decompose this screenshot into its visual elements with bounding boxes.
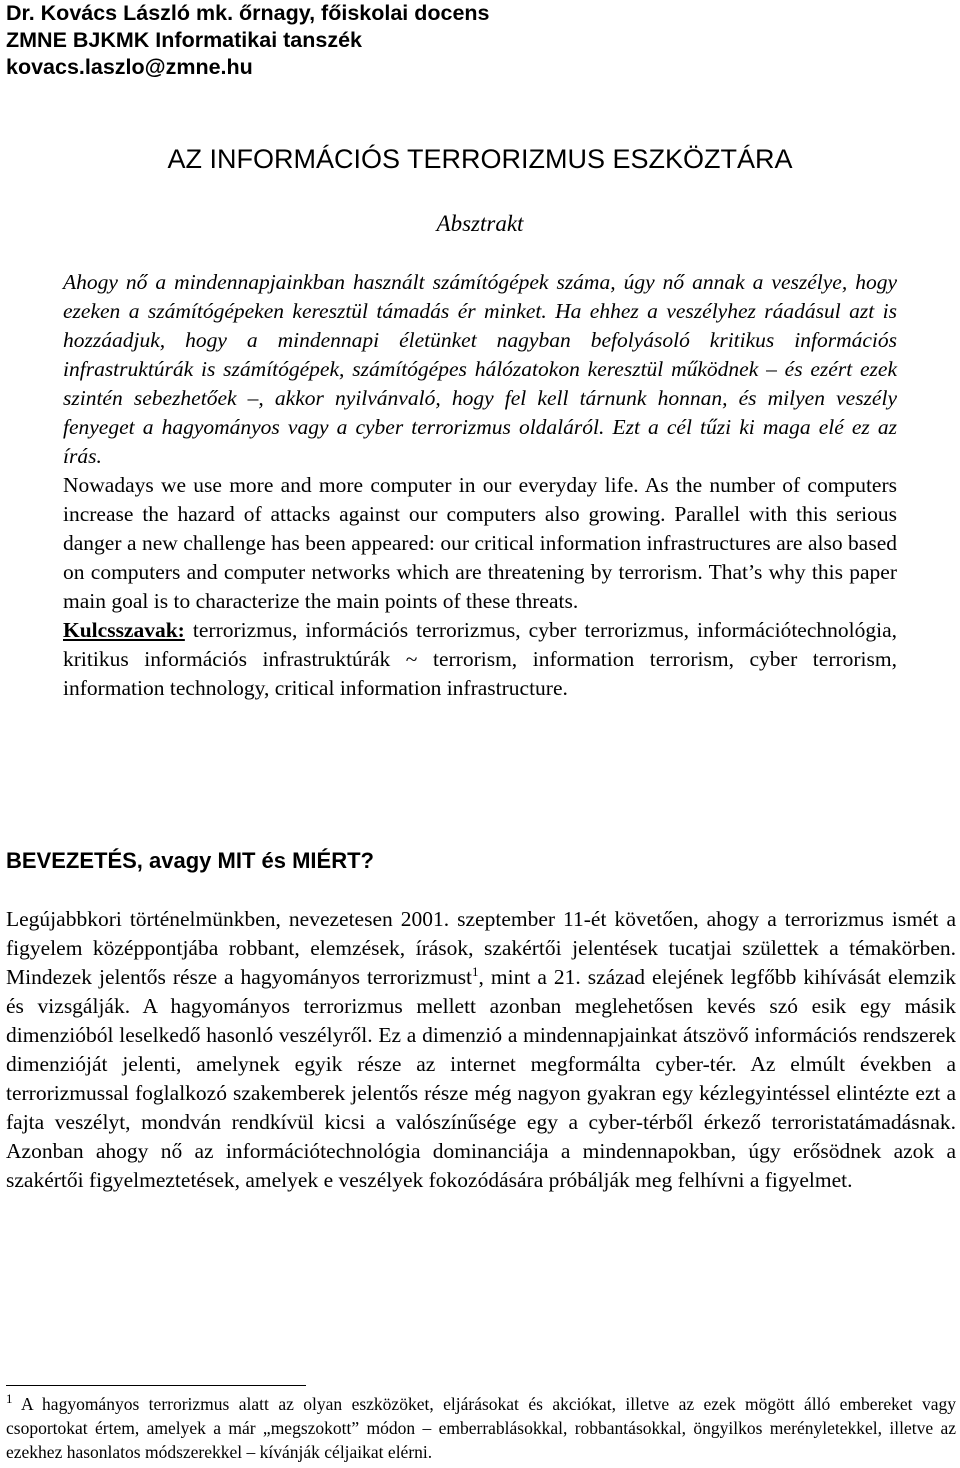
paper-title: AZ INFORMÁCIÓS TERRORIZMUS ESZKÖZTÁRA <box>167 144 793 174</box>
keywords-paragraph <box>63 616 897 703</box>
footnote-marker: 1 <box>6 1391 13 1407</box>
abstract-hungarian: Ahogy nő a mindennapjainkban használt számítógépek száma, úgy nő annak a veszélye, hogy ezeken a számítógépeken keresztül támadás ér minket. Ha ehhez a veszélyhez ráadásul azt is hozzáadjuk, hogy a mindennapi életünket nagyban befolyásoló kritikus információs infrastruktúrák is számítógépek, számítógépes hálózatokon keresztül működnek – és ezért ezek szintén sebezhetőek –, akkor nyilvánvaló, hogy fel kell tárnunk honnan, és milyen veszély fenyeget a hagyományos vagy a cyber terrorizmus oldaláról. Ezt a cél tűzi ki maga elé ez az írás. <box>63 270 897 468</box>
author-department: ZMNE BJKMK Informatikai tanszék <box>6 28 363 52</box>
author-email[interactable]: kovacs.laszlo@zmne.hu <box>6 55 253 79</box>
footnote-paragraph <box>6 1392 956 1464</box>
abstract-block <box>63 268 897 703</box>
body-paragraph <box>6 905 956 1195</box>
section-heading: BEVEZETÉS, avagy MIT és MIÉRT? <box>6 848 374 873</box>
author-block <box>6 0 490 81</box>
footnote-separator <box>6 1385 306 1386</box>
author-name-rank: Dr. Kovács László mk. őrnagy, főiskolai docens <box>6 1 490 25</box>
body-text <box>6 905 956 1195</box>
footnote <box>6 1392 956 1464</box>
abstract-heading: Absztrakt <box>436 211 524 236</box>
keywords-list: terrorizmus, információs terrorizmus, cyber terrorizmus, információtechnológia, kritikus információs infrastruktúrák ~ terrorism, information terrorism, cyber terrorism, information technology, critical information infrastructure. <box>63 618 897 700</box>
footnote-text: A hagyományos terrorizmus alatt az olyan eszközöket, eljárásokat és akciókat, illetve az ezek mögött álló embereket vagy csoportokat értem, amelyek a már „megszokott” módon – emberrablásokkal, robbantásokkal, öngyilkos merényletekkel, illetve az ezekhez hasonlatos módszerekkel – kívánják céljaikat elérni. <box>6 1394 956 1462</box>
body-text-part1: Legújabbkori történelmünkben, nevezetesen 2001. szeptember 11-ét követően, ahogy a terrorizmus ismét a figyelem középpontjába robbant, elemzések, írások, szakértői jelentések tucatjai születtek a témakörben. Mindezek jelentős része a hagyományos terrorizmust <box>6 907 956 989</box>
keywords-label: Kulcsszavak: <box>63 618 185 642</box>
body-text-part2: , mint a 21. század elejének legfőbb kihívását elemzik és vizsgálják. A hagyományos terrorizmus mellett azonban meglehetősen kevés szó esik egy másik dimenzióból leselkedő hasonló veszélyről. Ez a dimenzió a mindennapjainkat átszövő információs rendszerek dimenzióját jelenti, amelynek egyik része az internet megformálta cyber-tér. Az elmúlt években a terrorizmussal foglalkozó szakemberek jelentős része még nagyon gyakran egy kézlegyintéssel elintézte ezt a fajta veszélyt, mondván rendkívül kicsi a valószínűsége egy a cyber-térből érkező terroristatámadásnak. Azonban ahogy nő az információtechnológia dominanciája a mindennapokban, úgy erősödnek azok a szakértői figyelmeztetések, amelyek e veszélyek fokozódására próbálják meg felhívni a figyelmet. <box>6 965 957 1192</box>
abstract-english: Nowadays we use more and more computer in our everyday life. As the number of computers increase the hazard of attacks against our computers also growing. Parallel with this serious danger a new challenge has been appeared: our critical information infrastructures are also based on computers and computer networks which are threatening by terrorism. That’s why this paper main goal is to characterize the main points of these threats. <box>63 473 897 613</box>
footnote-reference[interactable]: 1 <box>472 963 479 979</box>
